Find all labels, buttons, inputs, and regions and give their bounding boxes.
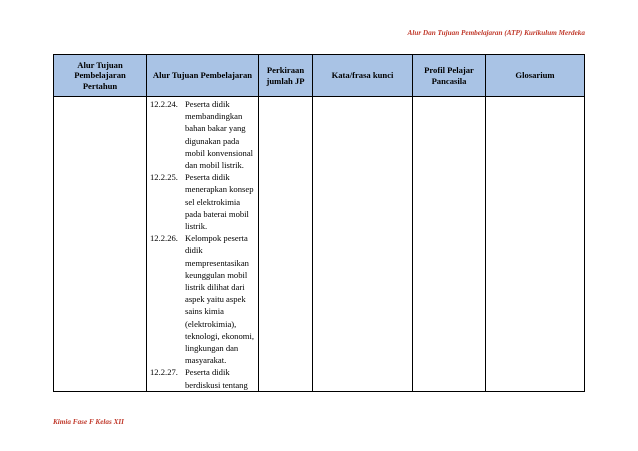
objective-number: 12.2.26. [150, 233, 178, 244]
objective-text-line: sel elektrokimia [185, 196, 241, 207]
page-header-note: Alur Dan Tujuan Pembelajaran (ATP) Kurikulum Merdeka [407, 29, 585, 37]
cell-profil-pelajar [413, 97, 486, 392]
page-footer-note: Kimia Fase F Kelas XII [53, 418, 124, 426]
objective-text-line: pada baterai mobil [185, 208, 249, 219]
objective-text-line: teknologi, ekonomi, [185, 330, 254, 341]
objective-text-line: mobil konvensional [185, 147, 254, 158]
objective-text-line: Peserta didik [185, 99, 230, 109]
objective-text-line: digunakan pada [185, 135, 240, 146]
cell-jumlah-jp [259, 97, 313, 392]
objective-text [185, 366, 257, 390]
cell-kata-kunci [313, 97, 413, 392]
column-header-alur-pertahun: Alur Tujuan Pembelajaran Pertahun [54, 55, 147, 97]
cell-glosarium [486, 97, 585, 392]
objective-number: 12.2.27. [150, 367, 178, 378]
objective-text [185, 232, 257, 366]
objective-text-line: listrik dilihat dari [185, 282, 245, 293]
objective-text [185, 98, 257, 171]
column-header-kata-kunci: Kata/frasa kunci [313, 55, 413, 97]
objective-text-line: mempresentasikan [185, 257, 249, 268]
column-header-glosarium: Glosarium [486, 55, 585, 97]
objective-number: 12.2.25. [150, 172, 178, 183]
objective-text-line: (elektrokimia), [185, 318, 237, 329]
objective-text-line: Peserta didik [185, 367, 230, 378]
objective-text-line: lingkungan dan [185, 343, 239, 354]
objective-item [147, 366, 258, 390]
objective-text-line: membandingkan [185, 111, 243, 122]
table-row [54, 97, 585, 392]
objective-item [147, 171, 258, 232]
table-header-row [54, 55, 585, 97]
objective-text-line: aspek yaitu aspek [185, 294, 246, 305]
atp-table [53, 54, 585, 392]
objective-number: 12.2.24. [150, 99, 178, 109]
objective-text-line: Peserta didik [185, 172, 230, 183]
objective-text-line: listrik. [185, 221, 208, 232]
objective-text-line: bahan bakar yang [185, 123, 246, 134]
column-header-alur-tujuan: Alur Tujuan Pembelajaran [147, 55, 259, 97]
objective-text-line: masyarakat. [185, 355, 227, 366]
objective-text-line: menerapkan konsep [185, 184, 254, 195]
objective-text-line: sains kimia [185, 306, 224, 317]
cell-alur-tujuan [147, 97, 259, 392]
objective-text-line: berdiskusi tentang [185, 379, 248, 390]
objective-item [147, 98, 258, 171]
column-header-jumlah-jp: Perkiraan jumlah JP [259, 55, 313, 97]
objective-item [147, 232, 258, 366]
objective-text-line: Kelompok peserta [185, 233, 248, 244]
objective-text [185, 171, 257, 232]
objective-list [147, 97, 258, 391]
objective-text-line: keunggulan mobil [185, 269, 248, 280]
objective-text-line: didik [185, 245, 203, 256]
column-header-profil-pelajar: Profil Pelajar Pancasila [413, 55, 486, 97]
objective-text-line: dan mobil listrik. [185, 160, 244, 171]
cell-alur-pertahun [54, 97, 147, 392]
